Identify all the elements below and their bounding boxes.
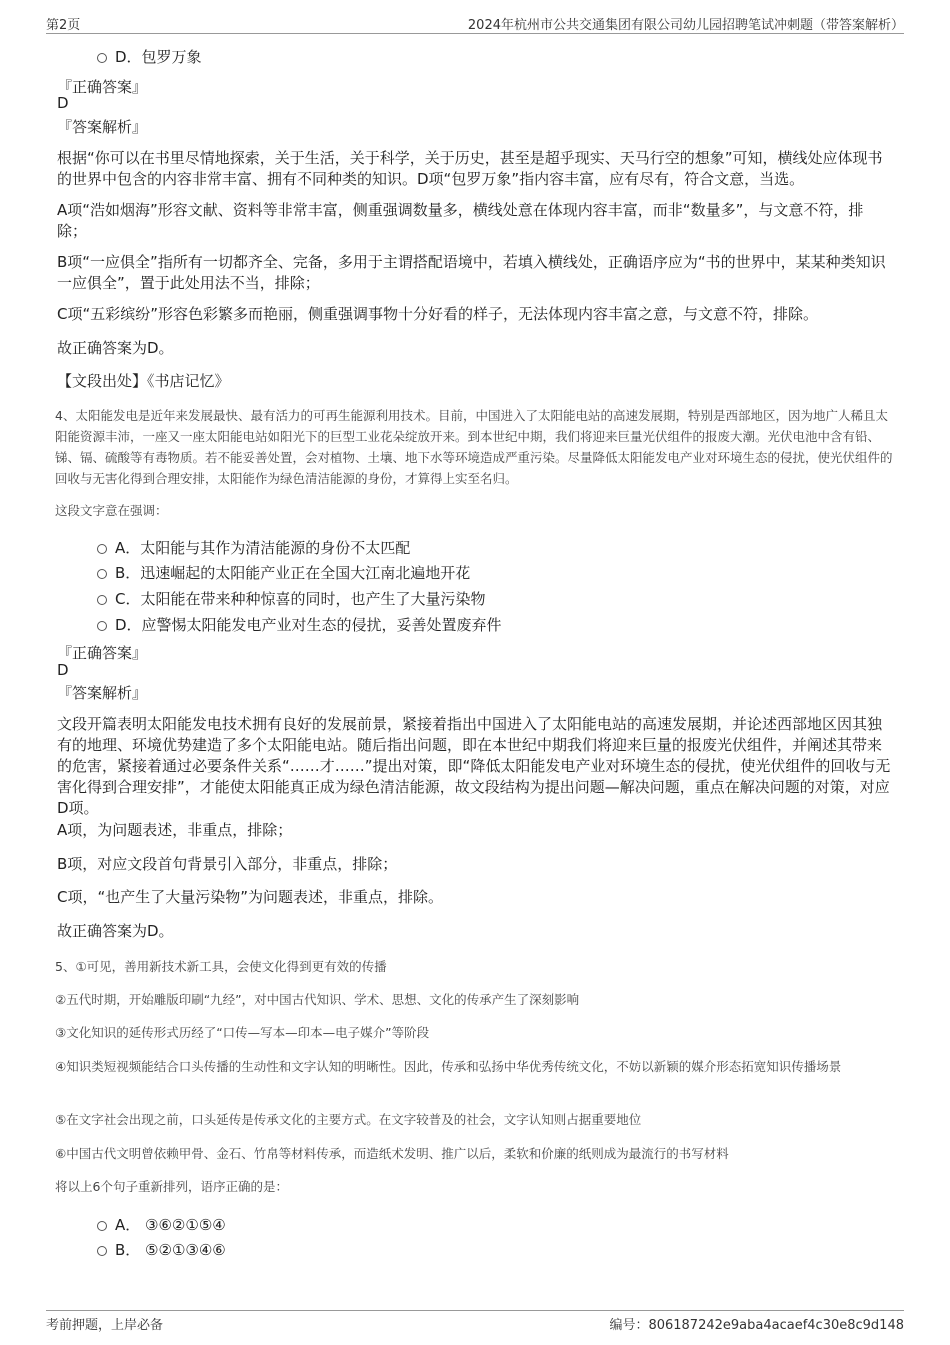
document-title: 2024年杭州市公共交通集团有限公司幼儿园招聘笔试冲刺题（带答案解析） bbox=[467, 18, 904, 33]
q4-analysis-paragraph: B项，对应文段首句背景引入部分，非重点，排除； bbox=[57, 855, 398, 873]
q5-prompt: 将以上6个句子重新排列，语序正确的是： bbox=[55, 1179, 288, 1194]
q3-answer: D bbox=[57, 94, 69, 112]
footer-slogan: 考前押题，上岸必备 bbox=[46, 1318, 164, 1333]
radio-icon[interactable] bbox=[97, 544, 107, 554]
q4-analysis-label: 『答案解析』 bbox=[57, 684, 148, 702]
q4-option-label: B．迅速崛起的太阳能产业正在全国大江南北遍地开花 bbox=[115, 564, 471, 582]
footer-divider bbox=[46, 1310, 904, 1311]
q4-answer-label: 『正确答案』 bbox=[57, 644, 148, 662]
q4-option-d[interactable] bbox=[97, 614, 502, 635]
q3-option-d[interactable] bbox=[97, 46, 202, 67]
q4-prompt: 这段文字意在强调： bbox=[55, 503, 168, 518]
q5-sentence: 5、①可见，善用新技术新工具，会使文化得到更有效的传播 bbox=[55, 959, 387, 974]
document-id: 编号：806187242e9aba4acaef4c30e8c9d148 bbox=[609, 1318, 904, 1333]
q4-analysis-paragraph: 故正确答案为D。 bbox=[57, 922, 174, 940]
radio-icon[interactable] bbox=[97, 1221, 107, 1231]
q3-option-d-label: D．包罗万象 bbox=[115, 48, 202, 66]
page-number: 第2页 bbox=[46, 18, 81, 33]
q5-sentence: ③文化知识的延传形式历经了“口传—写本—印本—电子媒介”等阶段 bbox=[55, 1025, 430, 1040]
radio-icon[interactable] bbox=[97, 569, 107, 579]
radio-icon[interactable] bbox=[97, 53, 107, 63]
radio-icon[interactable] bbox=[97, 595, 107, 605]
q3-answer-label: 『正确答案』 bbox=[57, 78, 148, 96]
q3-source: 【文段出处】《书店记忆》 bbox=[57, 372, 230, 390]
q4-stem: 4、太阳能发电是近年来发展最快、最有活力的可再生能源利用技术。目前，中国进入了太阳能电站的高速发展期，特别是西部地区，因为地广人稀且太阳能资源丰沛，一座又一座太阳能电站如阳光下的巨型工业花朵绽放开来。到本世纪中期，我们将迎来巨量光伏组件的报废大潮。光伏电池中含有铅、锑、镉、硫酸等有毒物质。若不能妥善处置，会对植物、土壤、地下水等环境造成严重污染。尽量降低太阳能发电产业对环境生态的侵扰，使光伏组件的回收与无害化得到合理安排，太阳能作为绿色清洁能源的身份，才算得上实至名归。 bbox=[55, 408, 893, 486]
q5-sentence: ②五代时期，开始雕版印刷“九经”，对中国古代知识、学术、思想、文化的传承产生了深刻影响 bbox=[55, 992, 580, 1007]
q5-option-label: A． ③⑥②①⑤④ bbox=[115, 1216, 226, 1234]
q5-sentence: ④知识类短视频能结合口头传播的生动性和文字认知的明晰性。因此，传承和弘扬中华优秀传统文化，不妨以新颖的媒介形态拓宽知识传播场景 bbox=[55, 1059, 842, 1074]
q4-option-label: A．太阳能与其作为清洁能源的身份不太匹配 bbox=[115, 539, 411, 557]
q3-analysis-label: 『答案解析』 bbox=[57, 118, 148, 136]
q3-analysis-paragraph: C项“五彩缤纷”形容色彩繁多而艳丽，侧重强调事物十分好看的样子，无法体现内容丰富之意，与文意不符，排除。 bbox=[57, 305, 819, 323]
q4-analysis-paragraph: C项，“也产生了大量污染物”为问题表述，非重点，排除。 bbox=[57, 888, 444, 906]
q4-option-c[interactable] bbox=[97, 588, 485, 609]
q4-analysis-paragraph: 文段开篇表明太阳能发电技术拥有良好的发展前景，紧接着指出中国进入了太阳能电站的高速发展期，并论述西部地区因其独有的地理、环境优势建造了多个太阳能电站。随后指出问题，即在本世纪中期我们将迎来巨量的报废光伏组件，并阐述其带来的危害，紧接着通过必要条件关系“……才……”提出对策，即“降低太阳能发电产业对环境生态的侵扰，使光伏组件的回收与无害化得到合理安排”，才能使太阳能真正成为绿色清洁能源，故文段结构为提出问题—解决问题，重点在解决问题的对策，对应D项。 bbox=[57, 715, 891, 817]
radio-icon[interactable] bbox=[97, 621, 107, 631]
q5-sentence: ⑤在文字社会出现之前，口头延传是传承文化的主要方式。在文字较普及的社会，文字认知则占据重要地位 bbox=[55, 1112, 642, 1127]
q3-analysis-paragraph: 故正确答案为D。 bbox=[57, 339, 174, 357]
q4-analysis-paragraph: A项，为问题表述，非重点，排除； bbox=[57, 821, 293, 839]
q4-option-a[interactable] bbox=[97, 537, 410, 558]
header-divider bbox=[46, 33, 904, 34]
q5-option-a[interactable] bbox=[97, 1214, 226, 1235]
q3-analysis-paragraph: B项“一应俱全”指所有一切都齐全、完备，多用于主谓搭配语境中，若填入横线处，正确语序应为“书的世界中，某某种类知识一应俱全”，置于此处用法不当，排除； bbox=[57, 253, 886, 292]
q4-option-label: C．太阳能在带来种种惊喜的同时，也产生了大量污染物 bbox=[115, 590, 486, 608]
q5-sentence: ⑥中国古代文明曾依赖甲骨、金石、竹帛等材料传承，而造纸术发明、推广以后，柔软和价廉的纸则成为最流行的书写材料 bbox=[55, 1146, 729, 1161]
q4-option-b[interactable] bbox=[97, 562, 470, 583]
q5-option-label: B． ⑤②①③④⑥ bbox=[115, 1241, 226, 1259]
radio-icon[interactable] bbox=[97, 1246, 107, 1256]
q3-analysis-paragraph: 根据“你可以在书里尽情地探索，关于生活，关于科学，关于历史，甚至是超乎现实、天马行空的想象”可知，横线处应体现书的世界中包含的内容非常丰富、拥有不同种类的知识。D项“包罗万象”指内容丰富，应有尽有，符合文意，当选。 bbox=[57, 149, 883, 188]
q3-analysis-paragraph: A项“浩如烟海”形容文献、资料等非常丰富，侧重强调数量多，横线处意在体现内容丰富，而非“数量多”，与文意不符，排除； bbox=[57, 201, 864, 240]
q4-option-label: D．应警惕太阳能发电产业对生态的侵扰，妥善处置废弃件 bbox=[115, 616, 502, 634]
q4-answer: D bbox=[57, 661, 69, 679]
q5-option-b[interactable] bbox=[97, 1239, 226, 1260]
